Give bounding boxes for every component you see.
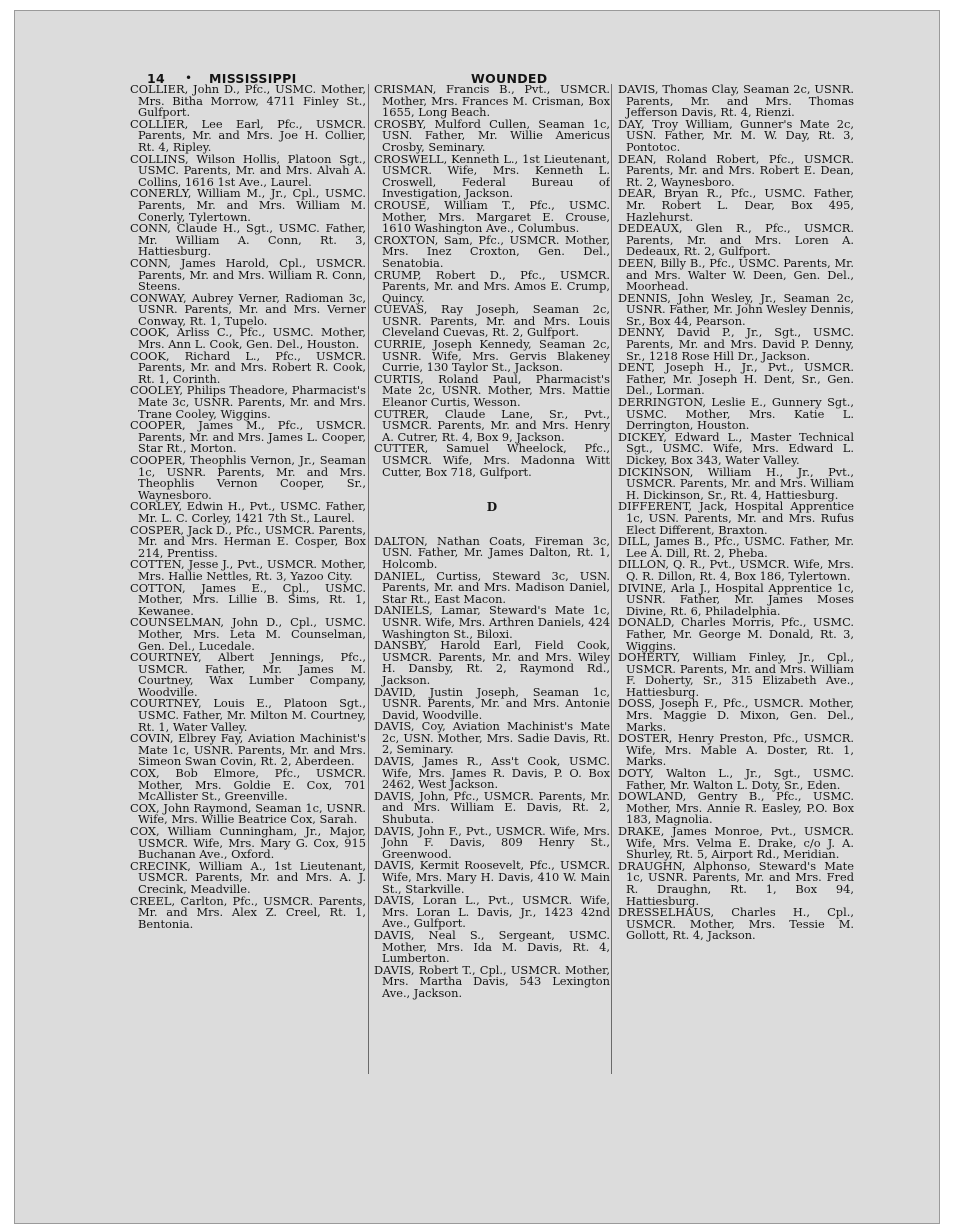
list-entry: COX, Bob Elmore, Pfc., USMCR. Mother, Mrs. Goldie E. Cox, 701 McAllister St., Greenville. [130, 766, 366, 804]
list-entry: CREEL, Carlton, Pfc., USMCR. Parents, Mr. and Mrs. Alex Z. Creel, Rt. 1, Bentonia. [130, 893, 366, 931]
list-entry: DRESSELHAUS, Charles H., Cpl., USMCR. Mother, Mrs. Tessie M. Gollott, Rt. 4, Jackson. [618, 905, 854, 943]
list-entry: DEDEAUX, Glen R., Pfc., USMCR. Parents, Mr. and Mrs. Loren A. Dedeaux, Rt. 2, Gulfport. [618, 221, 854, 259]
column-divider [368, 84, 369, 1074]
list-entry: CUTTER, Samuel Wheelock, Pfc., USMCR. Wife, Mrs. Madonna Witt Cutter, Box 718, Gulfport. [374, 441, 610, 479]
list-entry: DANIEL, Curtiss, Steward 3c, USN. Parents, Mr. and Mrs. Madison Daniel, Star Rt., East Macon. [374, 568, 610, 606]
list-entry: DOSS, Joseph F., Pfc., USMCR. Mother, Mrs. Maggie D. Mixon, Gen. Del., Marks. [618, 696, 854, 734]
list-entry: DAVIS, Coy, Aviation Machinist's Mate 2c, USN. Mother, Mrs. Sadie Davis, Rt. 2, Seminary. [374, 719, 610, 757]
list-entry: CROXTON, Sam, Pfc., USMCR. Mother, Mrs. Inez Croxton, Gen. Del., Senatobia. [374, 232, 610, 270]
list-entry: CURTIS, Roland Paul, Pharmacist's Mate 2c, USNR. Mother, Mrs. Mattie Eleanor Curtis, Wesson. [374, 371, 610, 410]
list-entry: COTTON, James E., Cpl., USMC. Mother, Mrs. Lillie B. Sims, Rt. 1, Kewanee. [130, 580, 366, 618]
page-number: 14 [147, 71, 165, 86]
list-entry: COX, William Cunningham, Jr., Major, USMCR. Wife, Mrs. Mary G. Cox, 915 Buchanan Ave., Oxford. [130, 824, 366, 862]
list-entry: DOWLAND, Gentry B., Pfc., USMC. Mother, Mrs. Annie R. Easley, P.O. Box 183, Magnolia. [618, 789, 854, 827]
column-divider [611, 84, 612, 1074]
list-entry: CRUMP, Robert D., Pfc., USMCR. Parents, Mr. and Mrs. Amos E. Crump, Quincy. [374, 267, 610, 305]
list-entry: DILLON, Q. R., Pvt., USMCR. Wife, Mrs. Q. R. Dillon, Rt. 4, Box 186, Tylertown. [618, 557, 854, 583]
state-title: MISSISSIPPI [209, 71, 297, 86]
list-entry: DICKINSON, William H., Jr., Pvt., USMCR. Parents, Mr. and Mrs. William H. Dickinson, Sr., Rt. 4, Hattiesburg. [618, 464, 854, 502]
list-entry: DAVIS, Kermit Roosevelt, Pfc., USMCR. Wife, Mrs. Mary H. Davis, 410 W. Main St., Starkville. [374, 858, 610, 896]
list-entry: DEAN, Roland Robert, Pfc., USMCR. Parents, Mr. and Mrs. Robert E. Dean, Rt. 2, Waynesboro. [618, 151, 854, 189]
list-entry: DAVIS, Loran L., Pvt., USMCR. Wife, Mrs. Loran L. Davis, Jr., 1423 42nd Ave., Gulfport. [374, 893, 610, 931]
list-entry: COURTNEY, Albert Jennings, Pfc., USMCR. Father, Mr. James M. Courtney, Wax Lumber Company, Woodville. [130, 650, 366, 699]
list-entry: COUNSELMAN, John D., Cpl., USMC. Mother, Mrs. Leta M. Counselman, Gen. Del., Lucedale. [130, 615, 366, 653]
list-entry: COLLIER, Lee Earl, Pfc., USMCR. Parents, Mr. and Mrs. Joe H. Collier, Rt. 4, Ripley. [130, 116, 366, 154]
list-entry: CRECINK, William A., 1st Lieutenant, USMCR. Parents, Mr. and Mrs. A. J. Crecink, Meadville. [130, 858, 366, 896]
list-entry: CONN, James Harold, Cpl., USMCR. Parents, Mr. and Mrs. William R. Conn, Steens. [130, 255, 366, 294]
section-title: WOUNDED [471, 71, 548, 86]
column-2 [374, 84, 610, 1084]
column-3 [618, 84, 854, 1084]
list-entry: DAVID, Justin Joseph, Seaman 1c, USNR. Parents, Mr. and Mrs. Antonie David, Woodville. [374, 684, 610, 722]
list-entry: CROSWELL, Kenneth L., 1st Lieutenant, USMCR. Wife, Mrs. Kenneth L. Croswell, Federal Bureau of Investigation, Jackson. [374, 151, 610, 201]
list-entry: DOSTER, Henry Preston, Pfc., USMCR. Wife, Mrs. Mable A. Doster, Rt. 1, Marks. [618, 731, 854, 769]
list-entry: DALTON, Nathan Coats, Fireman 3c, USN. Father, Mr. James Dalton, Rt. 1, Holcomb. [374, 533, 610, 571]
section-letter: D [486, 500, 498, 515]
list-entry: DAVIS, Neal S., Sergeant, USMC. Mother, Mrs. Ida M. Davis, Rt. 4, Lumberton. [374, 927, 610, 966]
list-entry: CONERLY, William M., Jr., Cpl., USMC. Parents, Mr. and Mrs. William M. Conerly, Tylertown. [130, 186, 366, 224]
list-entry: DAVIS, Robert T., Cpl., USMCR. Mother, Mrs. Martha Davis, 543 Lexington Ave., Jackson. [374, 962, 610, 1000]
list-entry: DAY, Troy William, Gunner's Mate 2c, USN. Father, Mr. M. W. Day, Rt. 3, Pontotoc. [618, 116, 854, 154]
list-entry: COX, John Raymond, Seaman 1c, USNR. Wife, Mrs. Willie Beatrice Cox, Sarah. [130, 800, 366, 827]
list-entry: COOPER, James M., Pfc., USMCR. Parents, Mr. and Mrs. James L. Cooper, Star Rt., Morton. [130, 418, 366, 456]
list-entry: DAVIS, Thomas Clay, Seaman 2c, USNR. Parents, Mr. and Mrs. Thomas Jefferson Davis, Rt. 4, Rienzi. [618, 84, 854, 120]
list-entry: DEAR, Bryan R., Pfc., USMC. Father, Mr. Robert L. Dear, Box 495, Hazlehurst. [618, 186, 854, 224]
list-entry: CORLEY, Edwin H., Pvt., USMC. Father, Mr. L. C. Corley, 1421 7th St., Laurel. [130, 499, 366, 525]
list-entry: DICKEY, Edward L., Master Technical Sgt., USMC. Wife, Mrs. Edward L. Dickey, Box 343, Water Valley. [618, 429, 854, 467]
list-entry: DENNIS, John Wesley, Jr., Seaman 2c, USNR. Father, Mr. John Wesley Dennis, Sr., Box 44, Pearson. [618, 290, 854, 328]
list-entry: COOK, Richard L., Pfc., USMCR. Parents, Mr. and Mrs. Robert R. Cook, Rt. 1, Corinth. [130, 348, 366, 386]
list-entry: DIVINE, Arla J., Hospital Apprentice 1c, USNR. Father, Mr. James Moses Divine, Rt. 6, Philadelphia. [618, 580, 854, 618]
list-entry: DERRINGTON, Leslie E., Gunnery Sgt., USMC. Mother, Mrs. Katie L. Derrington, Houston. [618, 395, 854, 433]
list-entry: COTTEN, Jesse J., Pvt., USMCR. Mother, Mrs. Hallie Nettles, Rt. 3, Yazoo City. [130, 557, 366, 583]
list-entry: CRISMAN, Francis B., Pvt., USMCR. Mother, Mrs. Frances M. Crisman, Box 1655, Long Beach. [374, 84, 610, 120]
list-entry: CURRIE, Joseph Kennedy, Seaman 2c, USNR. Wife, Mrs. Gervis Blakeney Currie, 130 Taylor St., Jackson. [374, 337, 610, 375]
list-entry: CUEVAS, Ray Joseph, Seaman 2c, USNR. Parents, Mr. and Mrs. Louis Cleveland Cuevas, Rt. 2, Gulfport. [374, 302, 610, 340]
list-entry: DANIELS, Lamar, Steward's Mate 1c, USNR. Wife, Mrs. Arthren Daniels, 424 Washington St., Biloxi. [374, 603, 610, 641]
list-entry: COSPER, Jack D., Pfc., USMCR. Parents, Mr. and Mrs. Herman E. Cosper, Box 214, Prentiss. [130, 522, 366, 560]
list-entry: COOPER, Theophlis Vernon, Jr., Seaman 1c, USNR. Parents, Mr. and Mrs. Theophlis Vernon Cooper, Sr., Waynesboro. [130, 453, 366, 502]
list-entry: DANSBY, Harold Earl, Field Cook, USMCR. Parents, Mr. and Mrs. Wiley H. Dansby, Rt. 2, Raymond Rd., Jackson. [374, 638, 610, 687]
list-entry: DILL, James B., Pfc., USMC. Father, Mr. Lee A. Dill, Rt. 2, Pheba. [618, 534, 854, 560]
list-entry: DIFFERENT, Jack, Hospital Apprentice 1c, USN. Parents, Mr. and Mrs. Rufus Elect Different, Braxton. [618, 499, 854, 537]
list-entry: CROUSE, William T., Pfc., USMC. Mother, Mrs. Margaret E. Crouse, 1610 Washington Ave., Columbus. [374, 197, 610, 236]
list-entry: COLLINS, Wilson Hollis, Platoon Sgt., USMC. Parents, Mr. and Mrs. Alvah A. Collins, 1616 1st Ave., Laurel. [130, 151, 366, 189]
list-entry: DONALD, Charles Morris, Pfc., USMC. Father, Mr. George M. Donald, Rt. 3, Wiggins. [618, 615, 854, 653]
column-1 [130, 84, 366, 1084]
list-entry: COOLEY, Philips Theadore, Pharmacist's Mate 3c, USNR. Parents, Mr. and Mrs. Trane Cooley, Wiggins. [130, 383, 366, 421]
list-entry: CONWAY, Aubrey Verner, Radioman 3c, USNR. Parents, Mr. and Mrs. Verner Conway, Rt. 1, Tupelo. [130, 290, 366, 328]
list-entry: CUTRER, Claude Lane, Sr., Pvt., USMCR. Parents, Mr. and Mrs. Henry A. Cutrer, Rt. 4, Box 9, Jackson. [374, 406, 610, 444]
list-entry: DRAUGHN, Alphonso, Steward's Mate 1c, USNR. Parents, Mr. and Mrs. Fred R. Draughn, Rt. 1, Box 94, Hattiesburg. [618, 858, 854, 908]
list-entry: DOTY, Walton L., Jr., Sgt., USMC. Father, Mr. Walton L. Doty, Sr., Eden. [618, 766, 854, 792]
list-entry: COOK, Arliss C., Pfc., USMC. Mother, Mrs. Ann L. Cook, Gen. Del., Houston. [130, 325, 366, 352]
list-entry: DENT, Joseph H., Jr., Pvt., USMCR. Father, Mr. Joseph H. Dent, Sr., Gen. Del., Lorman. [618, 360, 854, 398]
list-entry: DAVIS, John, Pfc., USMCR. Parents, Mr. and Mrs. William E. Davis, Rt. 2, Shubuta. [374, 788, 610, 827]
bullet-separator: • [185, 71, 193, 85]
list-entry: COLLIER, John D., Pfc., USMC. Mother, Mrs. Bitha Morrow, 4711 Finley St., Gulfport. [130, 84, 366, 120]
list-entry: DOHERTY, William Finley, Jr., Cpl., USMCR. Parents, Mr. and Mrs. William F. Doherty, Sr., 315 Elizabeth Ave., Hattiesburg. [618, 650, 854, 699]
list-entry: DENNY, David P., Jr., Sgt., USMC. Parents, Mr. and Mrs. David P. Denny, Sr., 1218 Rose Hill Dr., Jackson. [618, 325, 854, 363]
list-entry: COURTNEY, Louis E., Platoon Sgt., USMC. Father, Mr. Milton M. Courtney, Rt. 1, Water Valley. [130, 696, 366, 734]
list-entry: DEEN, Billy B., Pfc., USMC. Parents, Mr. and Mrs. Walter W. Deen, Gen. Del., Moorhead. [618, 255, 854, 294]
list-entry: CONN, Claude H., Sgt., USMC. Father, Mr. William A. Conn, Rt. 3, Hattiesburg. [130, 221, 366, 259]
list-entry: DRAKE, James Monroe, Pvt., USMCR. Wife, Mrs. Velma E. Drake, c/o J. A. Shurley, Rt. 5, Airport Rd., Meridian. [618, 824, 854, 862]
list-entry: DAVIS, John F., Pvt., USMCR. Wife, Mrs. John F. Davis, 809 Henry St., Greenwood. [374, 823, 610, 861]
list-entry: DAVIS, James R., Ass't Cook, USMC. Wife, Mrs. James R. Davis, P. O. Box 2462, West Jackson. [374, 754, 610, 792]
list-entry: CROSBY, Mulford Cullen, Seaman 1c, USN. Father, Mr. Willie Americus Crosby, Seminary. [374, 116, 610, 154]
list-entry: COVIN, Elbrey Fay, Aviation Machinist's Mate 1c, USNR. Parents, Mr. and Mrs. Simeon Swan Covin, Rt. 2, Aberdeen. [130, 731, 366, 769]
